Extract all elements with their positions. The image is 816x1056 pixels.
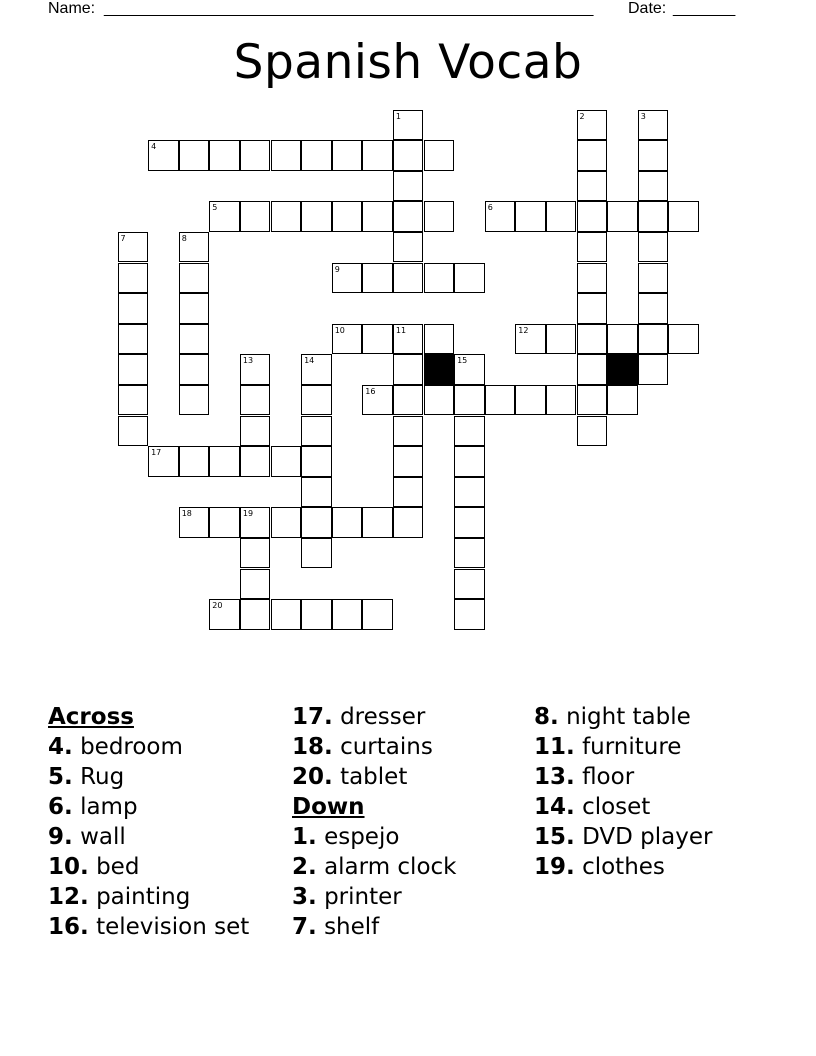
grid-cell[interactable] [485,201,516,232]
grid-cell[interactable] [271,599,302,630]
clue-number: 19. [534,854,575,880]
clue-number-label: 5 [212,203,218,213]
clue-number: 20. [292,764,333,790]
grid-cell[interactable] [332,599,363,630]
grid-cell[interactable] [393,477,424,508]
clue-down-11 [534,732,712,762]
grid-cell[interactable] [301,507,332,538]
grid-cell[interactable] [424,140,455,171]
clue-across-17 [292,702,456,732]
grid-cell[interactable] [393,140,424,171]
grid-cell[interactable] [362,599,393,630]
grid-cell[interactable] [271,446,302,477]
grid-cell[interactable] [577,354,608,385]
grid-cell[interactable] [638,263,669,294]
grid-cell[interactable] [118,232,149,263]
clue-number: 1. [292,824,317,850]
clue-number: 16. [48,914,89,940]
grid-cell[interactable] [454,354,485,385]
clue-number: 13. [534,764,575,790]
grid-cell[interactable] [118,293,149,324]
grid-cell[interactable] [332,140,363,171]
clue-text: DVD player [582,824,713,850]
date-label: Date: [628,0,667,17]
clue-across-20 [292,762,456,792]
grid-cell[interactable] [271,201,302,232]
clue-text: lamp [80,794,138,820]
clue-text: Rug [80,764,125,790]
grid-cell[interactable] [638,171,669,202]
grid-cell[interactable] [240,140,271,171]
grid-cell[interactable] [301,140,332,171]
grid-cell[interactable] [485,385,516,416]
grid-cell[interactable] [362,201,393,232]
clue-text: curtains [340,734,433,760]
grid-cell[interactable] [301,354,332,385]
clue-across-6 [48,792,249,822]
clue-number: 10. [48,854,89,880]
grid-cell[interactable] [209,201,240,232]
clue-text: clothes [582,854,665,880]
clue-down-3 [292,882,456,912]
across-heading: Across [48,704,134,730]
grid-cell[interactable] [362,507,393,538]
grid-cell[interactable] [424,385,455,416]
clue-text: furniture [582,734,682,760]
clue-number-label: 7 [120,233,126,243]
clue-text: printer [324,884,402,910]
blocked-cell [424,354,455,385]
clue-number-label: 18 [181,509,192,519]
grid-cell[interactable] [577,263,608,294]
grid-cell[interactable] [638,324,669,355]
grid-cell[interactable] [638,201,669,232]
page-title: Spanish Vocab [233,35,583,90]
grid-cell[interactable] [148,140,179,171]
grid-cell[interactable] [301,201,332,232]
clue-number: 11. [534,734,575,760]
clue-number-label: 13 [242,356,254,366]
grid-cell[interactable] [607,385,638,416]
grid-cell[interactable] [515,385,546,416]
grid-cell[interactable] [271,140,302,171]
clue-column-2 [292,702,456,942]
clue-across-5 [48,762,249,792]
clue-down-2 [292,852,456,882]
grid-cell[interactable] [301,385,332,416]
grid-cell[interactable] [638,293,669,324]
grid-cell[interactable] [424,324,455,355]
grid-cell[interactable] [240,538,271,569]
grid-cell[interactable] [454,446,485,477]
grid-cell[interactable] [240,201,271,232]
clue-number-label: 16 [365,386,376,396]
clue-number: 3. [292,884,317,910]
grid-cell[interactable] [454,385,485,416]
clue-number-label: 11 [395,325,407,335]
grid-cell[interactable] [454,538,485,569]
grid-cell[interactable] [332,263,363,294]
clue-text: television set [96,914,250,940]
clue-number-label: 8 [181,233,187,243]
grid-cell[interactable] [240,385,271,416]
clue-number: 8. [534,704,559,730]
name-blank-line[interactable]: _______________________________________________________ [104,0,594,17]
clue-number: 6. [48,794,73,820]
clue-down-7 [292,912,456,942]
clue-text: floor [582,764,635,790]
grid-cell[interactable] [454,507,485,538]
grid-cell[interactable] [209,446,240,477]
date-blank-line[interactable]: _______ [673,0,736,17]
clue-text: dresser [340,704,426,730]
clue-down-15 [534,822,712,852]
clue-column-3 [534,702,712,882]
grid-cell[interactable] [240,416,271,447]
grid-cell[interactable] [179,232,210,263]
grid-cell[interactable] [393,201,424,232]
grid-cell[interactable] [240,569,271,600]
grid-cell[interactable] [607,324,638,355]
clue-number-label: 6 [487,203,493,213]
grid-cell[interactable] [332,507,363,538]
grid-cell[interactable] [362,263,393,294]
grid-cell[interactable] [515,201,546,232]
name-label: Name: [48,0,96,17]
clue-column-1 [48,702,249,942]
grid-cell[interactable] [301,446,332,477]
clue-number-label: 19 [242,509,254,519]
grid-cell[interactable] [454,416,485,447]
clue-number: 14. [534,794,575,820]
grid-cell[interactable] [638,140,669,171]
grid-cell[interactable] [424,263,455,294]
grid-cell[interactable] [454,477,485,508]
grid-cell[interactable] [209,599,240,630]
grid-cell[interactable] [638,110,669,141]
clue-text: painting [96,884,191,910]
clue-text: night table [566,704,691,730]
grid-cell[interactable] [607,201,638,232]
clue-across-4 [48,732,249,762]
clue-number-label: 2 [579,111,585,121]
grid-cell[interactable] [577,201,608,232]
grid-cell[interactable] [301,477,332,508]
grid-cell[interactable] [301,538,332,569]
grid-cell[interactable] [393,263,424,294]
grid-cell[interactable] [577,140,608,171]
clue-text: shelf [324,914,380,940]
clue-number: 5. [48,764,73,790]
grid-cell[interactable] [393,171,424,202]
grid-cell[interactable] [393,110,424,141]
clue-number: 17. [292,704,333,730]
grid-cell[interactable] [332,201,363,232]
clue-across-9 [48,822,249,852]
grid-cell[interactable] [118,385,149,416]
grid-cell[interactable] [118,416,149,447]
grid-cell[interactable] [577,324,608,355]
grid-cell[interactable] [332,324,363,355]
grid-cell[interactable] [393,324,424,355]
clue-number: 18. [292,734,333,760]
grid-cell[interactable] [393,446,424,477]
clue-text: wall [80,824,126,850]
clue-down-1 [292,822,456,852]
clue-down-13 [534,762,712,792]
grid-cell[interactable] [362,324,393,355]
clue-number-label: 14 [304,356,315,366]
grid-cell[interactable] [577,416,608,447]
grid-cell[interactable] [515,324,546,355]
grid-cell[interactable] [179,263,210,294]
clue-number: 2. [292,854,317,880]
grid-cell[interactable] [577,385,608,416]
clue-number-label: 10 [334,325,345,335]
grid-cell[interactable] [454,263,485,294]
grid-cell[interactable] [454,599,485,630]
grid-cell[interactable] [179,354,210,385]
clue-text: bedroom [80,734,183,760]
grid-cell[interactable] [118,324,149,355]
grid-cell[interactable] [240,599,271,630]
grid-cell[interactable] [301,599,332,630]
clue-text: closet [582,794,651,820]
clue-number-label: 17 [151,448,162,458]
clue-number-label: 9 [334,264,340,274]
clue-across-16 [48,912,249,942]
clue-number: 12. [48,884,89,910]
grid-cell[interactable] [118,354,149,385]
clue-number-label: 12 [518,325,529,335]
grid-cell[interactable] [179,385,210,416]
grid-cell[interactable] [577,293,608,324]
clue-number: 9. [48,824,73,850]
grid-cell[interactable] [393,232,424,263]
grid-cell[interactable] [209,140,240,171]
grid-cell[interactable] [179,324,210,355]
grid-cell[interactable] [577,232,608,263]
clue-number-label: 1 [395,111,401,121]
grid-cell[interactable] [424,201,455,232]
clue-number-label: 15 [457,356,468,366]
grid-cell[interactable] [179,293,210,324]
grid-cell[interactable] [393,385,424,416]
grid-cell[interactable] [546,385,577,416]
blocked-cell [607,354,638,385]
grid-cell[interactable] [362,385,393,416]
clue-across-12 [48,882,249,912]
clue-across-18 [292,732,456,762]
clue-number: 4. [48,734,73,760]
grid-cell[interactable] [546,201,577,232]
clue-number: 15. [534,824,575,850]
clue-text: bed [96,854,140,880]
grid-cell[interactable] [209,507,240,538]
grid-cell[interactable] [668,201,699,232]
grid-cell[interactable] [301,416,332,447]
grid-cell[interactable] [240,507,271,538]
grid-cell[interactable] [393,416,424,447]
grid-cell[interactable] [577,110,608,141]
grid-cell[interactable] [668,324,699,355]
grid-cell[interactable] [148,446,179,477]
clue-number-label: 20 [212,601,223,611]
grid-cell[interactable] [393,507,424,538]
clue-down-8 [534,702,712,732]
grid-cell[interactable] [638,232,669,263]
clue-down-14 [534,792,712,822]
grid-cell[interactable] [638,354,669,385]
clue-number: 7. [292,914,317,940]
grid-cell[interactable] [546,324,577,355]
grid-cell[interactable] [271,507,302,538]
clue-number-label: 4 [151,142,157,152]
grid-cell[interactable] [240,354,271,385]
clue-down-19 [534,852,712,882]
clue-text: espejo [324,824,400,850]
clue-number-label: 3 [640,111,646,121]
down-heading: Down [292,794,365,820]
grid-cell[interactable] [454,569,485,600]
clue-text: tablet [340,764,408,790]
grid-cell[interactable] [179,507,210,538]
grid-cell[interactable] [118,263,149,294]
grid-cell[interactable] [179,140,210,171]
grid-cell[interactable] [240,446,271,477]
grid-cell[interactable] [362,140,393,171]
grid-cell[interactable] [577,171,608,202]
clue-text: alarm clock [324,854,457,880]
clue-across-10 [48,852,249,882]
grid-cell[interactable] [393,354,424,385]
grid-cell[interactable] [179,446,210,477]
